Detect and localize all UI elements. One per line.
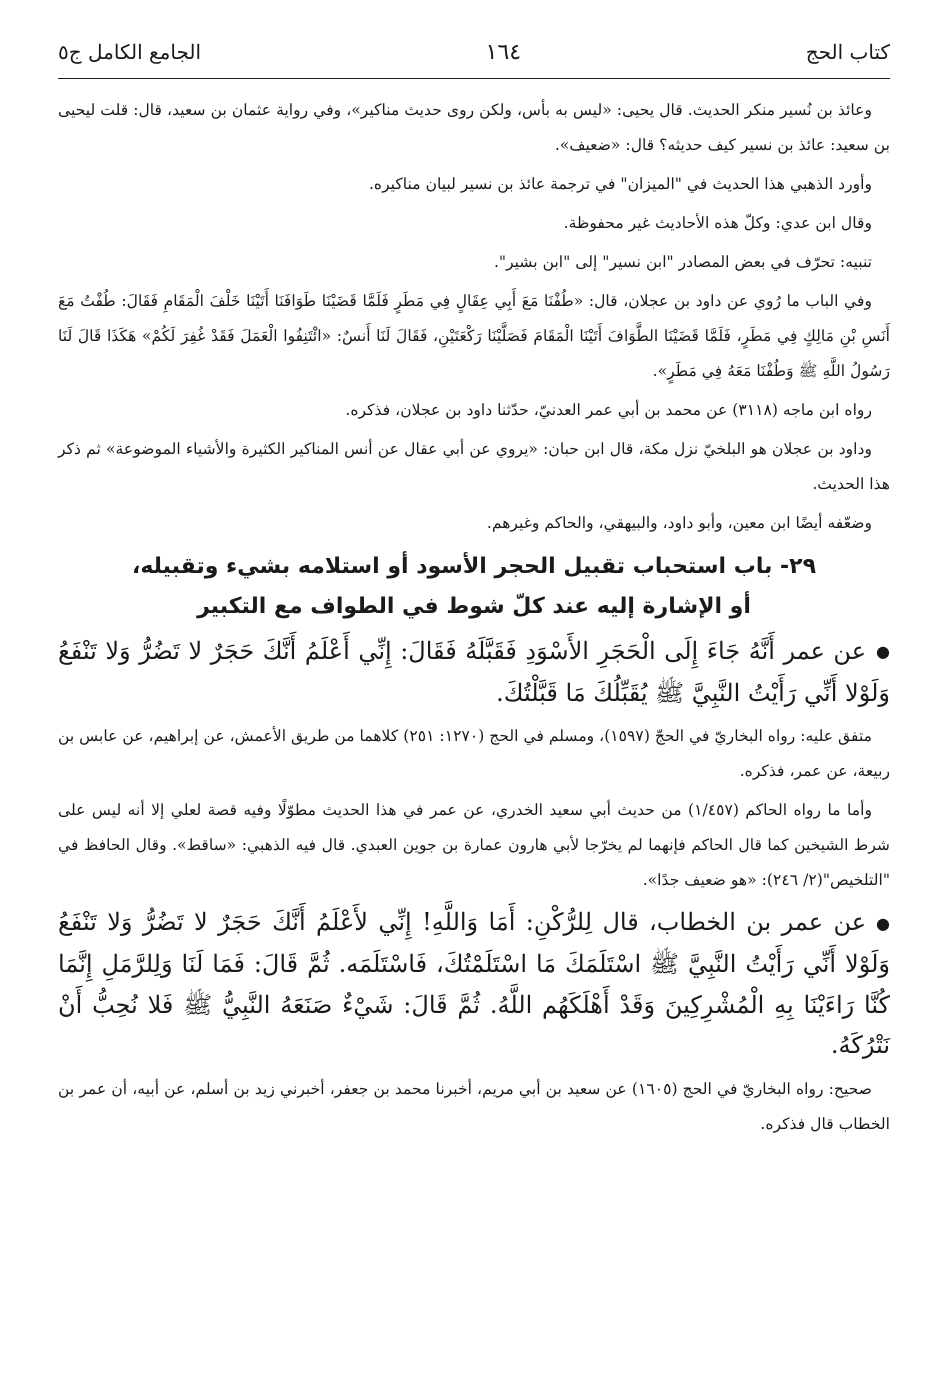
hadith-1 bbox=[58, 631, 890, 713]
paragraph-5: وفي الباب ما رُوي عن داود بن عجلان، قال: «طُفْنَا مَعَ أَبِي عِقَالٍ فِي مَطَرٍ فَلَمَّا قَضَيْنَا طَوَافَنَا أَتَيْنَا خَلْفَ الْمَقَامِ فَقَالَ: طُفْتُ مَعَ أَنَسِ بْنِ مَالِكٍ فِي مَطَرٍ، فَلَمَّا قَضَيْنَا الطَّوَافَ أَتَيْنَا الْمَقَامَ فَصَلَّيْنَا رَكْعَتَيْنِ، فَقَالَ لَنَا أَنسٌ: «ائْتَنِفُوا الْعَمَلَ فَقَدْ غُفِرَ لَكُمْ» هَكَذَا قَالَ لَنَا رَسُولُ اللَّهِ ﷺ وَطُفْنَا مَعَهُ فِي مَطَرٍ». bbox=[58, 292, 890, 380]
paragraph-9: متفق عليه: رواه البخاريّ في الحجّ (١٥٩٧)، ومسلم في الحج (١٢٧٠: ٢٥١) كلاهما من طريق الأعمش، عن إبراهيم، عن عابس بن ربيعة، عن عمر، فذكره. bbox=[58, 727, 890, 781]
paragraph-4: تنبيه: تحرّف في بعض المصادر "ابن نسير" إلى "ابن بشير". bbox=[493, 253, 872, 271]
paragraph-8: وضعّفه أيضًا ابن معين، وأبو داود، والبيهقي، والحاكم وغيرهم. bbox=[486, 514, 872, 532]
paragraph-3: وقال ابن عدي: وكلّ هذه الأحاديث غير محفوظة. bbox=[563, 214, 872, 232]
page-number: ١٦٤ bbox=[485, 40, 522, 65]
paragraph-10: وأما ما رواه الحاكم (١/٤٥٧) من حديث أبي سعيد الخدري، عن عمر في هذا الحديث مطوّلًا وفيه قصة لعلي إلا أنه ليس على شرط الشيخين كما قال الحاكم فإنهما لم يخرّجا لأبي هارون عمارة بن جوين العبدي. قال فيه الذهبي: «ساقط». وقال الحافظ في "التلخيص"(٢/ ٢٤٦): «هو ضعيف جدًا». bbox=[58, 801, 890, 890]
chapter-heading-line-2: أو الإشارة إليه عند كلّ شوط في الطواف مع التكبير bbox=[197, 594, 751, 619]
header-book-title: كتاب الحج bbox=[805, 40, 890, 64]
chapter-heading-line-1: ٢٩- باب استحباب تقبيل الحجر الأسود أو استلامه بشيء وتقبيله، bbox=[131, 554, 817, 579]
paragraph-6: رواه ابن ماجه (٣١١٨) عن محمد بن أبي عمر العدنيّ، حدّثنا داود بن عجلان، فذكره. bbox=[345, 401, 872, 419]
paragraph-1: وعائذ بن نُسير منكر الحديث. قال يحيى: «ليس به بأس، ولكن روى حديث مناكير»، وفي رواية عثمان بن سعيد، قال: قلت ليحيى بن سعيد: عائذ بن نسير كيف حديثه؟ قال: «ضعيف». bbox=[58, 101, 890, 154]
book-page bbox=[58, 40, 890, 1360]
running-head bbox=[58, 40, 890, 74]
header-rule bbox=[58, 78, 890, 79]
chapter-heading bbox=[58, 547, 890, 627]
bullet-icon: ● bbox=[876, 642, 890, 662]
paragraph-7: وداود بن عجلان هو البلخيّ نزل مكة، قال ابن حبان: «يروي عن أبي عقال عن أنس المناكير الكثيرة والأشياء الموضوعة» ثم ذكر هذا الحديث. bbox=[58, 440, 890, 493]
paragraph-11: صحيح: رواه البخاريّ في الحج (١٦٠٥) عن سعيد بن أبي مريم، أخبرنا محمد بن جعفر، أخبرني زيد بن أسلم، عن أبيه، أن عمر بن الخطاب قال فذكره. bbox=[58, 1079, 890, 1133]
hadith-2 bbox=[58, 902, 890, 1065]
header-volume-title: الجامع الكامل ج٥ bbox=[58, 40, 202, 64]
hadith-1-text: عن عمر أَنَّهُ جَاءَ إِلَى الْحَجَرِ الأَسْوَدِ فَقَبَّلَهُ فَقَالَ: إِنِّي أَعْلَمُ أَنَّكَ حَجَرٌ لا تَضُرُّ وَلا تَنْفَعُ وَلَوْلا أَنِّي رَأَيْتُ النَّبِيَّ ﷺ يُقَبِّلُكَ مَا قَبَّلْتُكَ. bbox=[58, 637, 890, 707]
bullet-icon: ● bbox=[876, 913, 890, 933]
hadith-2-text: عن عمر بن الخطاب، قال لِلرُّكْنِ: أَمَا وَاللَّهِ! إِنِّي لأَعْلَمُ أَنَّكَ حَجَرٌ لا تَضُرُّ وَلا تَنْفَعُ وَلَوْلا أَنِّي رَأَيْتُ النَّبِيَّ ﷺ اسْتَلَمَكَ مَا اسْتَلَمْتُكَ، فَاسْتَلَمَه. ثُمَّ قَالَ: فَمَا لَنَا وَلِلرَّمَلِ إِنَّمَا كُنَّا رَاءَيْنَا بِهِ الْمُشْرِكِينَ وَقَدْ أَهْلَكَهُم اللَّهُ. ثُمَّ قَالَ: شَيْءٌ صَنَعَهُ النَّبِيُّ ﷺ فَلا نُحِبُّ أَنْ نَتْرُكَهُ. bbox=[58, 908, 890, 1059]
paragraph-2: وأورد الذهبي هذا الحديث في "الميزان" في ترجمة عائذ بن نسير لبيان مناكيره. bbox=[368, 175, 872, 193]
